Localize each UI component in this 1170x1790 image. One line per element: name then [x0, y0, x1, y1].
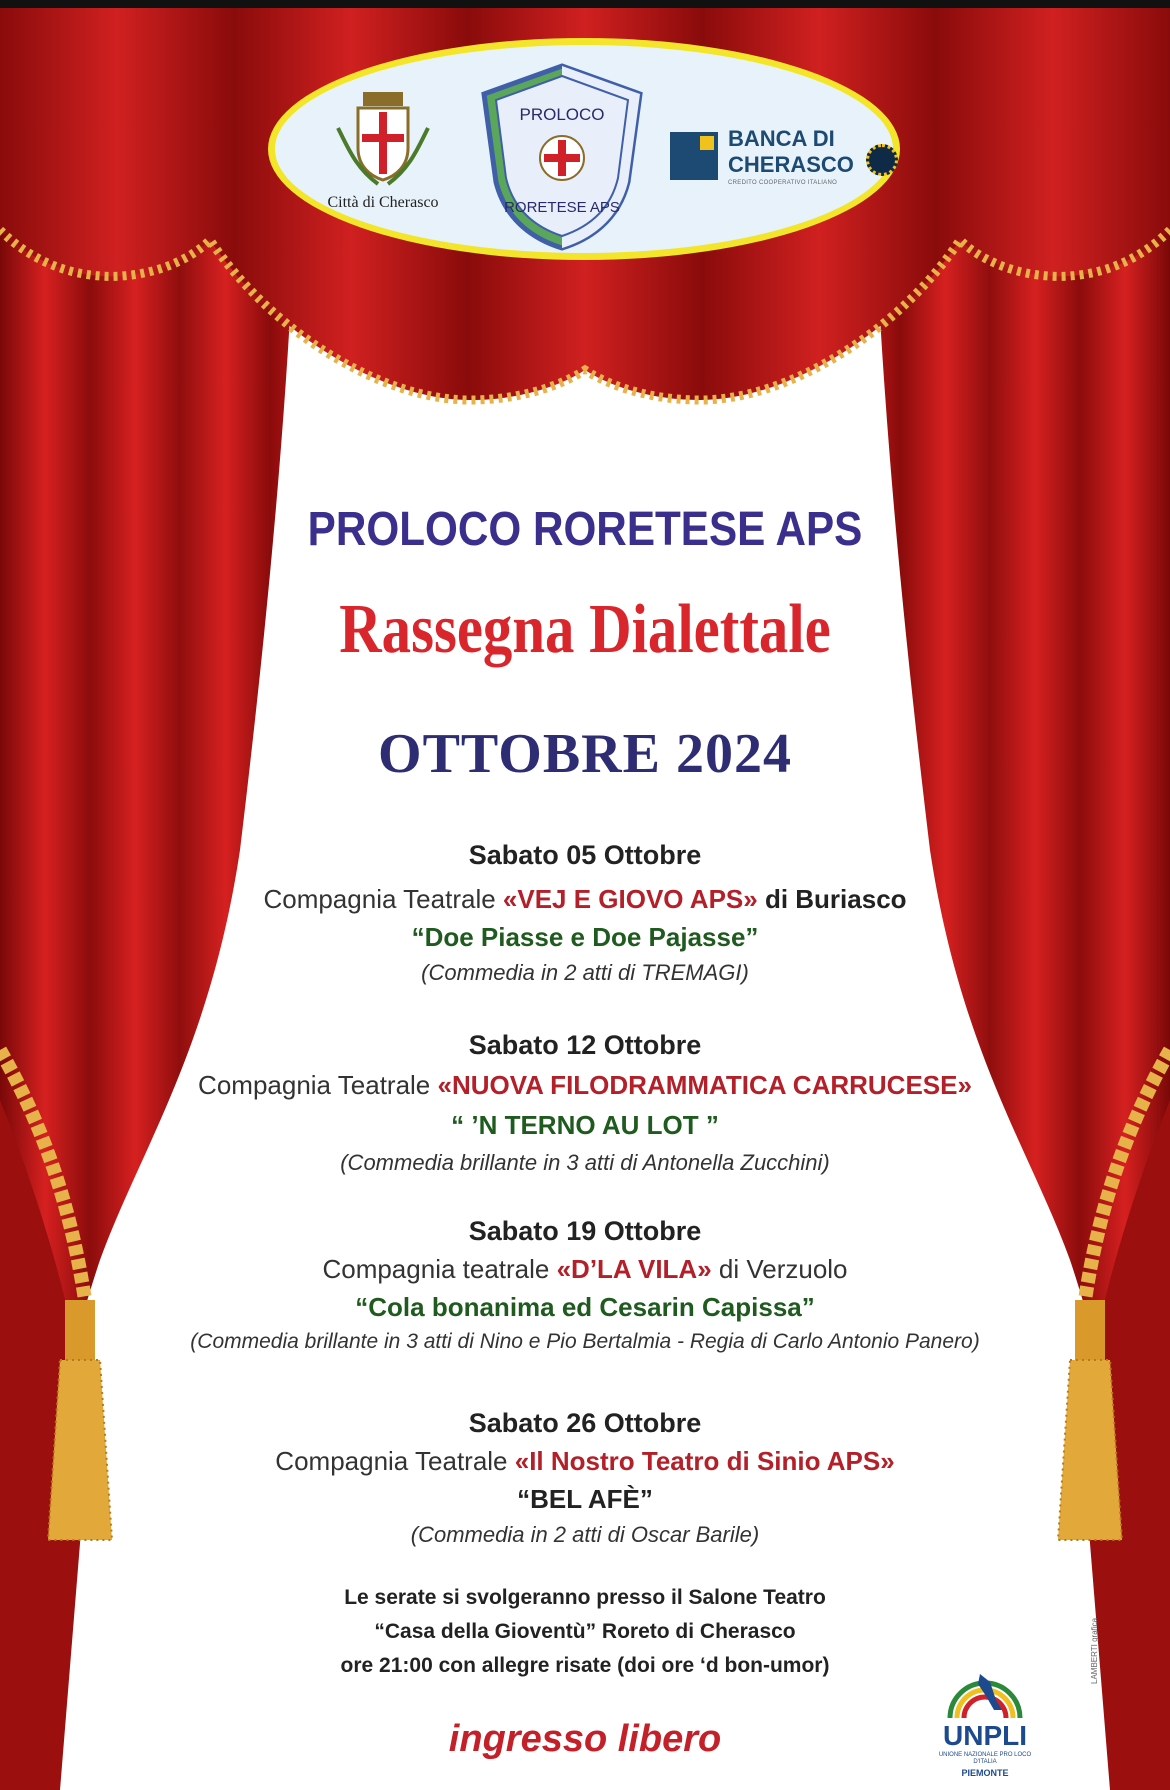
- event-play-title: “ ’N TERNO AU LOT ”: [451, 1110, 719, 1140]
- event-date: Sabato 26 Ottobre: [468, 1408, 702, 1438]
- shield-bottom-text: RORETESE APS: [504, 199, 620, 216]
- venue-line: ore 21:00 con allegre risate (doi ore ‘d bon-umor): [340, 1654, 830, 1677]
- free-entry-label: ingresso libero: [448, 1718, 722, 1760]
- banca-name: BANCA DI CHERASCO: [728, 126, 854, 177]
- shield-top-text: PROLOCO: [519, 105, 605, 124]
- banca-sub: CREDITO COOPERATIVO ITALIANO: [728, 180, 838, 186]
- event-note: (Commedia brillante in 3 atti di Antonella Zucchini): [340, 1150, 830, 1175]
- event-title: Rassegna Dialettale: [339, 591, 831, 668]
- unpli-subtitle: UNIONE NAZIONALE PRO LOCO D'ITALIA: [938, 1752, 1032, 1765]
- banca-square-icon: [670, 132, 718, 180]
- event-note: (Commedia brillante in 3 atti di Nino e Pio Bertalmia - Regia di Carlo Antonio Panero): [190, 1330, 980, 1353]
- banca-di-cherasco-logo: [670, 126, 910, 196]
- event-date: Sabato 05 Ottobre: [468, 840, 702, 870]
- event-play-title: “BEL AFÈ”: [517, 1484, 653, 1514]
- event-date: Sabato 19 Ottobre: [468, 1216, 702, 1246]
- proloco-roretese-shield-logo: [478, 62, 646, 252]
- banca-emblem-icon: [866, 144, 898, 176]
- italy-rainbow-icon: [930, 1660, 1040, 1720]
- organizer-heading: PROLOCO RORETESE APS: [307, 503, 863, 556]
- event-note: (Commedia in 2 atti di Oscar Barile): [410, 1522, 760, 1547]
- event-note: (Commedia in 2 atti di TREMAGI): [421, 960, 749, 985]
- event-month: OTTOBRE 2024: [378, 723, 792, 785]
- event-play-title: “Cola bonanima ed Cesarin Capissa”: [355, 1292, 815, 1322]
- event-company: Compagnia Teatrale «VEJ E GIOVO APS» di Buriasco: [263, 884, 907, 914]
- event-company: Compagnia Teatrale «Il Nostro Teatro di Sinio APS»: [275, 1446, 895, 1476]
- venue-line: “Casa della Gioventù” Roreto di Cherasco: [374, 1620, 796, 1643]
- event-company: Compagnia Teatrale «NUOVA FILODRAMMATICA CARRUCESE»: [198, 1070, 972, 1100]
- top-black-bar: [0, 0, 1170, 8]
- event-company: Compagnia teatrale «D’LA VILA» di Verzuolo: [322, 1254, 848, 1284]
- event-play-title: “Doe Piasse e Doe Pajasse”: [411, 922, 759, 952]
- city-crest-icon: [318, 88, 448, 188]
- unpli-region: PIEMONTE: [961, 1768, 1009, 1778]
- design-credit: LAMBERTI grafica: [1090, 1617, 1099, 1684]
- unpli-word: UNPLI: [943, 1720, 1027, 1751]
- citta-di-cherasco-logo: [318, 88, 448, 218]
- event-date: Sabato 12 Ottobre: [468, 1030, 702, 1060]
- citta-label: Città di Cherasco: [327, 194, 439, 211]
- venue-line: Le serate si svolgeranno presso il Salone Teatro: [344, 1586, 826, 1609]
- unpli-logo: [930, 1660, 1040, 1780]
